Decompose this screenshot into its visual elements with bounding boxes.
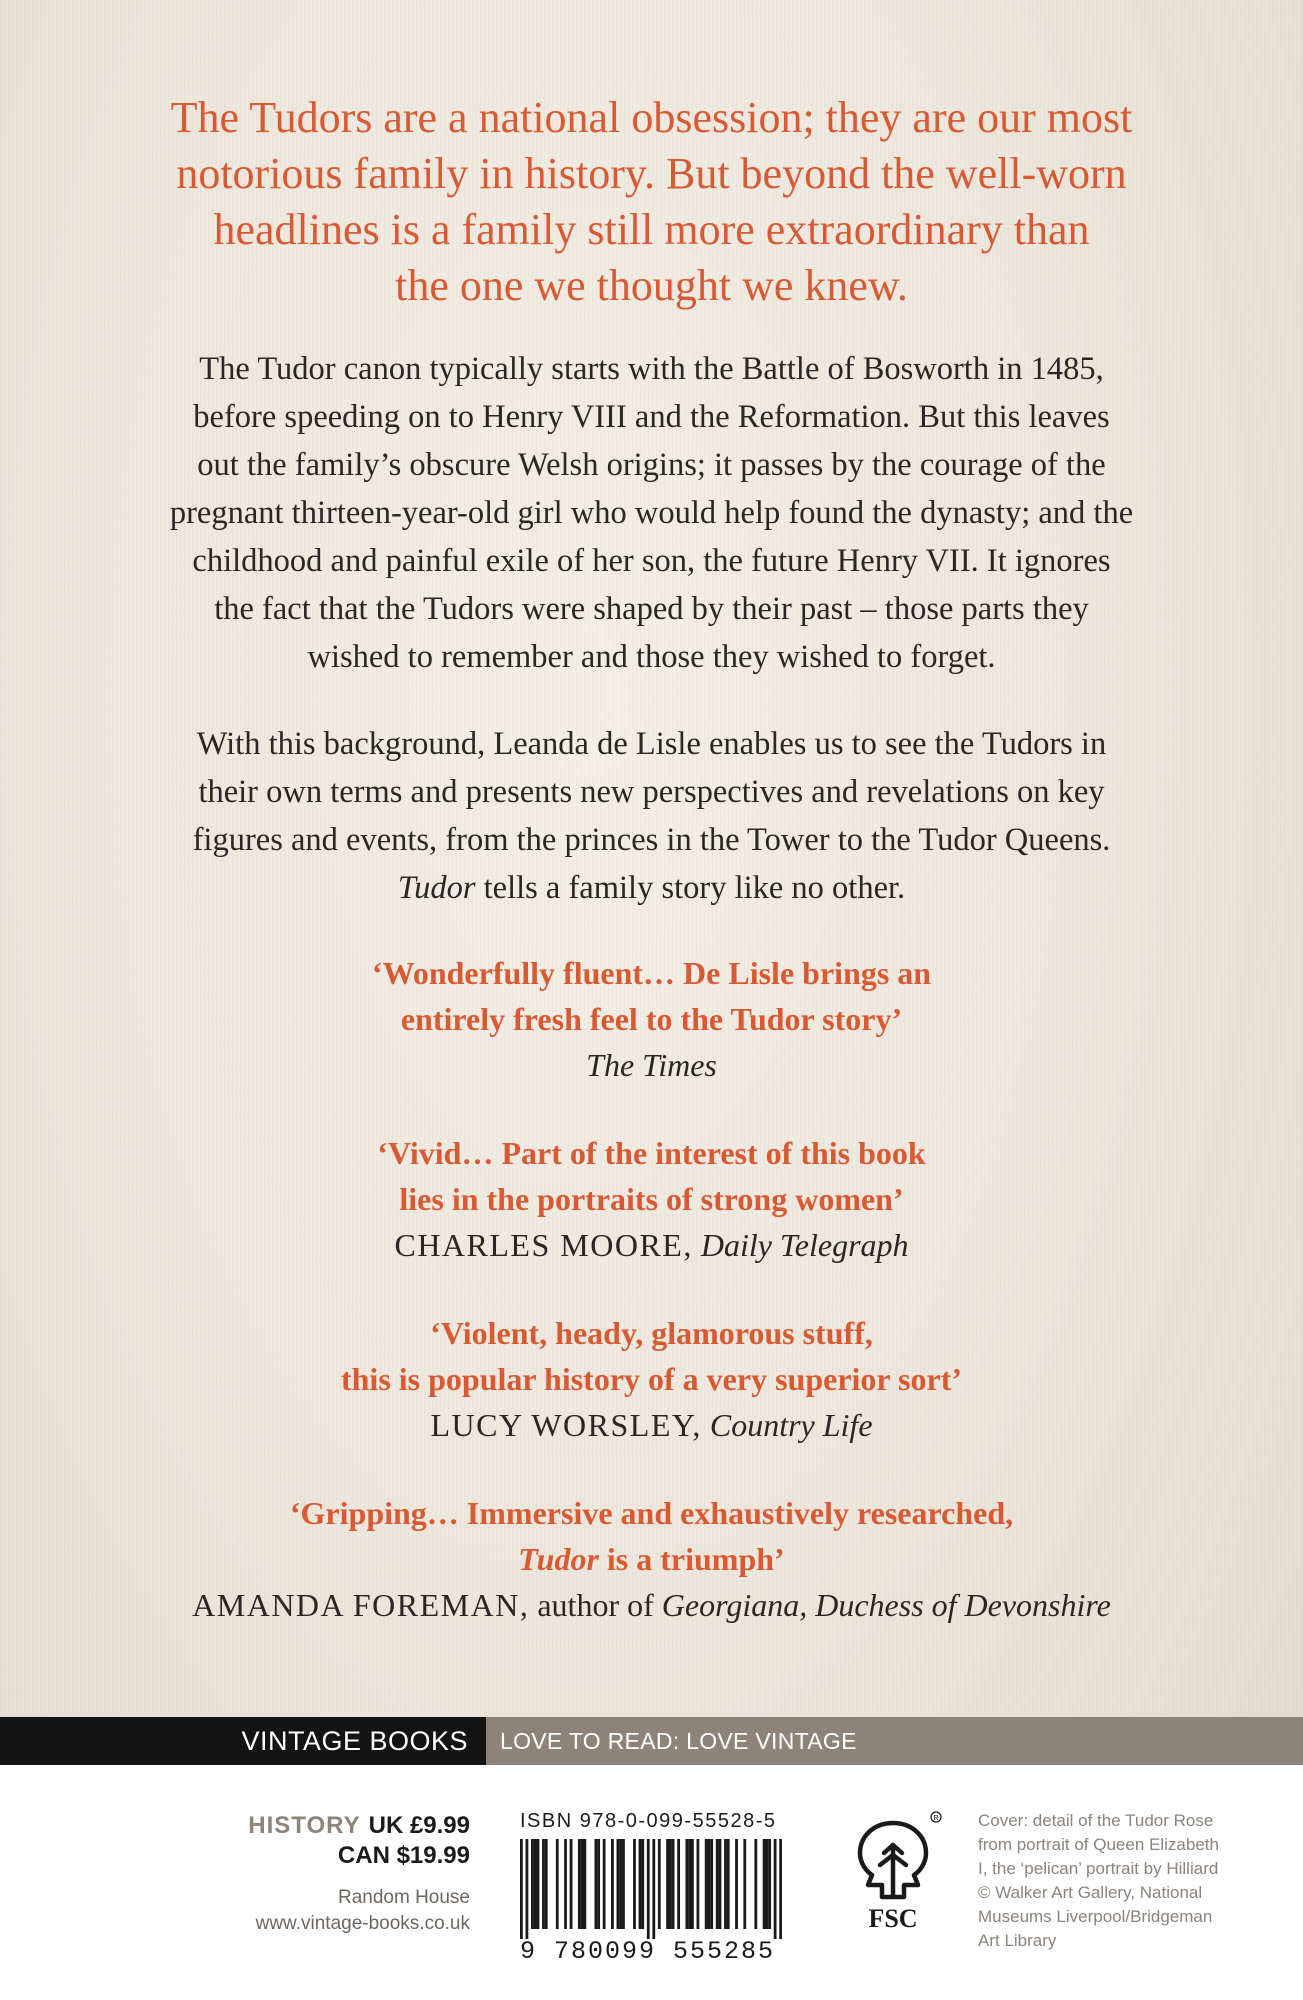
cover-credit <box>978 1809 1278 1953</box>
barcode-bar <box>727 1839 730 1929</box>
paragraph-line: wished to remember and those they wished to forget. <box>307 639 996 675</box>
barcode-bar <box>564 1839 567 1929</box>
price-uk: UK £9.99 <box>368 1812 470 1839</box>
barcode-bar <box>688 1839 691 1929</box>
barcode-bar <box>666 1839 669 1929</box>
review-source <box>60 1042 1243 1088</box>
barcode-bar <box>594 1839 597 1929</box>
paragraph-line <box>70 864 1233 912</box>
paragraph-line: childhood and painful exile of her son, the future Henry VII. It ignores <box>192 543 1111 579</box>
barcode-bar <box>531 1839 534 1929</box>
barcode-icon <box>520 1839 782 1939</box>
review-source <box>60 1222 1243 1268</box>
review-daily-telegraph <box>60 1130 1243 1268</box>
paragraph-line: out the family’s obscure Welsh origins; it passes by the courage of the <box>197 447 1106 483</box>
paragraph-line: With this background, Leanda de Lisle enables us to see the Tudors in <box>196 726 1107 762</box>
imprint-band <box>0 1717 1303 1765</box>
barcode-bar <box>779 1839 782 1939</box>
barcode-bar <box>705 1839 708 1929</box>
barcode-bar <box>639 1839 642 1929</box>
review-quote-line: ‘Violent, heady, glamorous stuff, <box>430 1315 873 1351</box>
credit-line: © Walker Art Gallery, National <box>978 1883 1203 1902</box>
barcode-bar <box>743 1839 746 1929</box>
barcode-bar <box>677 1839 680 1929</box>
barcode-bar <box>556 1839 559 1929</box>
publisher-name: Random House <box>337 1887 470 1908</box>
barcode-bar <box>685 1839 688 1929</box>
barcode-bar <box>754 1839 757 1929</box>
imprint-slogan: LOVE TO READ: LOVE VINTAGE <box>486 1717 1303 1765</box>
review-amanda-foreman <box>60 1490 1243 1628</box>
category-label: HISTORY <box>248 1812 361 1839</box>
review-quote-line: this is popular history of a very superior sort’ <box>340 1361 963 1397</box>
barcode-bar <box>658 1839 661 1929</box>
publisher-website: www.vintage-books.co.uk <box>255 1913 470 1934</box>
review-source <box>60 1582 1243 1628</box>
barcode-bar <box>534 1839 537 1929</box>
barcode-bar <box>735 1839 738 1929</box>
isbn-barcode-block <box>520 1810 800 1966</box>
review-source <box>60 1402 1243 1448</box>
paragraph-line: before speeding on to Henry VIII and the Reformation. But this leaves <box>193 399 1110 435</box>
barcode-bar <box>542 1839 545 1929</box>
review-country-life <box>60 1310 1243 1448</box>
paragraph-line: The Tudor canon typically starts with the Battle of Bosworth in 1485, <box>199 351 1104 387</box>
barcode-bar <box>633 1839 636 1929</box>
isbn-label: ISBN 978-0-099-55528-5 <box>520 1810 777 1832</box>
barcode-bar <box>641 1839 644 1929</box>
barcode-bar <box>611 1839 614 1929</box>
barcode-bar <box>583 1839 586 1929</box>
reviewer-name: AMANDA FOREMAN, <box>192 1587 530 1623</box>
reviewer-role: author of <box>529 1587 662 1623</box>
barcode-bar <box>570 1839 573 1929</box>
review-quote-line: lies in the portraits of strong women’ <box>399 1181 904 1217</box>
barcode-bar <box>710 1839 713 1929</box>
fsc-logo-icon <box>838 1805 948 1935</box>
intro-line: headlines is a family still more extraordinary than <box>213 205 1090 254</box>
price-can: CAN $19.99 <box>337 1842 470 1869</box>
svg-text:R: R <box>933 1815 939 1822</box>
book-title-italic: Tudor <box>518 1541 599 1577</box>
paragraph-line: figures and events, from the princes in the Tower to the Tudor Queens. <box>192 822 1111 858</box>
barcode-bar <box>716 1839 719 1929</box>
description-paragraph-2 <box>70 720 1233 912</box>
intro-line: notorious family in history. But beyond the well-worn <box>176 149 1127 198</box>
paragraph-line: pregnant thirteen-year-old girl who would help found the dynasty; and the <box>169 495 1134 531</box>
barcode-bar <box>672 1839 675 1929</box>
review-quote-line: ‘Vivid… Part of the interest of this book <box>377 1135 926 1171</box>
paragraph-line: their own terms and presents new perspectives and revelations on key <box>198 774 1105 810</box>
review-quote-line: ‘Wonderfully fluent… De Lisle brings an <box>371 955 932 991</box>
barcode-bar <box>597 1839 600 1929</box>
review-publication: Country Life <box>709 1407 873 1443</box>
barcode-bar <box>603 1839 606 1929</box>
barcode-bar <box>768 1839 771 1929</box>
review-quote-line <box>60 1536 1243 1582</box>
barcode-bar <box>724 1839 727 1929</box>
description-paragraph-1 <box>70 345 1233 681</box>
reviewer-name: CHARLES MOORE, <box>394 1227 693 1263</box>
barcode-bar <box>774 1839 777 1939</box>
paragraph-line: the fact that the Tudors were shaped by their past – those parts they <box>214 591 1089 627</box>
barcode-bar <box>622 1839 625 1929</box>
imprint-name: VINTAGE BOOKS <box>0 1717 486 1765</box>
review-publication: Daily Telegraph <box>700 1227 909 1263</box>
price-block <box>100 1811 470 1871</box>
barcode-bar <box>617 1839 620 1929</box>
barcode-bar <box>647 1839 650 1939</box>
barcode-bar <box>545 1839 548 1929</box>
review-quote-text: is a triumph’ <box>598 1541 785 1577</box>
barcode-bar <box>765 1839 768 1929</box>
book-title-italic: Tudor <box>397 870 476 906</box>
svg-text:FSC: FSC <box>868 1904 918 1933</box>
intro-blurb <box>80 90 1223 314</box>
barcode-bar <box>697 1839 700 1929</box>
barcode-bar <box>652 1839 655 1939</box>
barcode-bar <box>691 1839 694 1929</box>
review-quote-line: ‘Gripping… Immersive and exhaustively researched, <box>289 1495 1014 1531</box>
review-publication: Georgiana, Duchess of Devonshire <box>661 1587 1111 1623</box>
barcode-bar <box>537 1839 540 1929</box>
barcode-digits: 9 780099 555285 <box>520 1937 776 1966</box>
intro-line: the one we thought we knew. <box>395 261 908 310</box>
credit-line: Museums Liverpool/Bridgeman <box>978 1907 1213 1926</box>
barcode-bar <box>619 1839 622 1929</box>
review-the-times <box>60 950 1243 1088</box>
barcode-bar <box>581 1839 584 1929</box>
barcode-bar <box>669 1839 672 1929</box>
intro-line: The Tudors are a national obsession; they are our most <box>170 93 1133 142</box>
credit-line: Cover: detail of the Tudor Rose <box>978 1811 1214 1830</box>
review-publication: The Times <box>586 1047 717 1083</box>
barcode-bar <box>578 1839 581 1929</box>
credit-line: from portrait of Queen Elizabeth <box>978 1835 1219 1854</box>
credit-line: I, the ‘pelican’ portrait by Hilliard <box>978 1859 1219 1878</box>
barcode-bar <box>708 1839 711 1929</box>
footer-panel <box>0 1765 1303 2000</box>
barcode-bar <box>719 1839 722 1929</box>
reviewer-name: LUCY WORSLEY, <box>430 1407 702 1443</box>
paragraph-text: tells a family story like no other. <box>475 870 906 906</box>
review-quote-line: entirely fresh feel to the Tudor story’ <box>400 1001 903 1037</box>
publisher-block <box>100 1885 470 1937</box>
credit-line: Art Library <box>978 1931 1057 1950</box>
barcode-bar <box>520 1839 523 1939</box>
barcode-bar <box>526 1839 529 1939</box>
barcode-bar <box>763 1839 766 1929</box>
